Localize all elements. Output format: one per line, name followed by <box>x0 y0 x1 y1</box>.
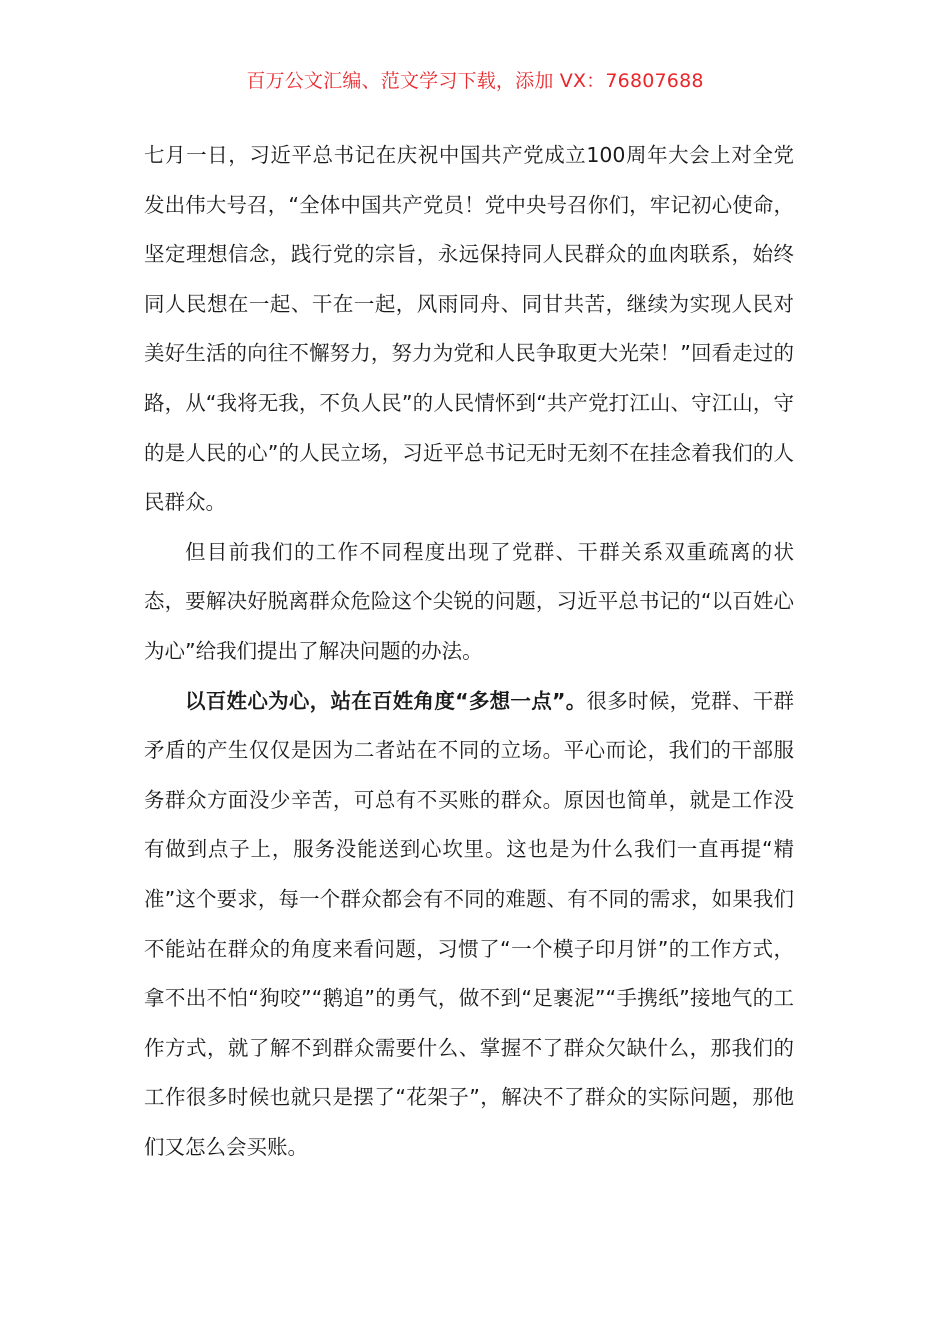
paragraph-text: 但目前我们的工作不同程度出现了党群、干群关系双重疏离的状态，要解决好脱离群众危险这个尖锐的问题，习近平总书记的“以百姓心为心”给我们提出了解决问题的办法。 <box>144 539 794 663</box>
document-body <box>144 131 794 1172</box>
paragraph-solution <box>144 677 794 1173</box>
paragraph-text: 七月一日，习近平总书记在庆祝中国共产党成立100周年大会上对全党发出伟大号召，“全体中国共产党员！党中央号召你们，牢记初心使命，坚定理想信念，践行党的宗旨，永远保持同人民群众的血肉联系，始终同人民想在一起、干在一起，风雨同舟、同甘共苦，继续为实现人民对美好生活的向往不懈努力，努力为党和人民争取更大光荣！”回看走过的路，从“我将无我，不负人民”的人民情怀到“共产党打江山、守江山，守的是人民的心”的人民立场，习近平总书记无时无刻不在挂念着我们的人民群众。 <box>144 143 794 515</box>
paragraph-intro <box>144 131 794 528</box>
header-banner: 百万公文汇编、范文学习下载，添加 VX：76807688 <box>246 70 704 92</box>
paragraph-problem <box>144 528 794 677</box>
paragraph-text: 很多时候，党群、干群矛盾的产生仅仅是因为二者站在不同的立场。平心而论，我们的干部服务群众方面没少辛苦，可总有不买账的群众。原因也简单，就是工作没有做到点子上，服务没能送到心坎里。这也是为什么我们一直再提“精准”这个要求，每一个群众都会有不同的难题、有不同的需求，如果我们不能站在群众的角度来看问题，习惯了“一个模子印月饼”的工作方式，拿不出不怕“狗咬”“鹅追”的勇气，做不到“足裹泥”“手携纸”接地气的工作方式，就了解不到群众需要什么、掌握不了群众欠缺什么，那我们的工作很多时候也就只是摆了“花架子”，解决不了群众的实际问题，那他们又怎么会买账。 <box>144 688 794 1159</box>
paragraph-lead-heading: 以百姓心为心，站在百姓角度“多想一点”。 <box>185 688 587 713</box>
